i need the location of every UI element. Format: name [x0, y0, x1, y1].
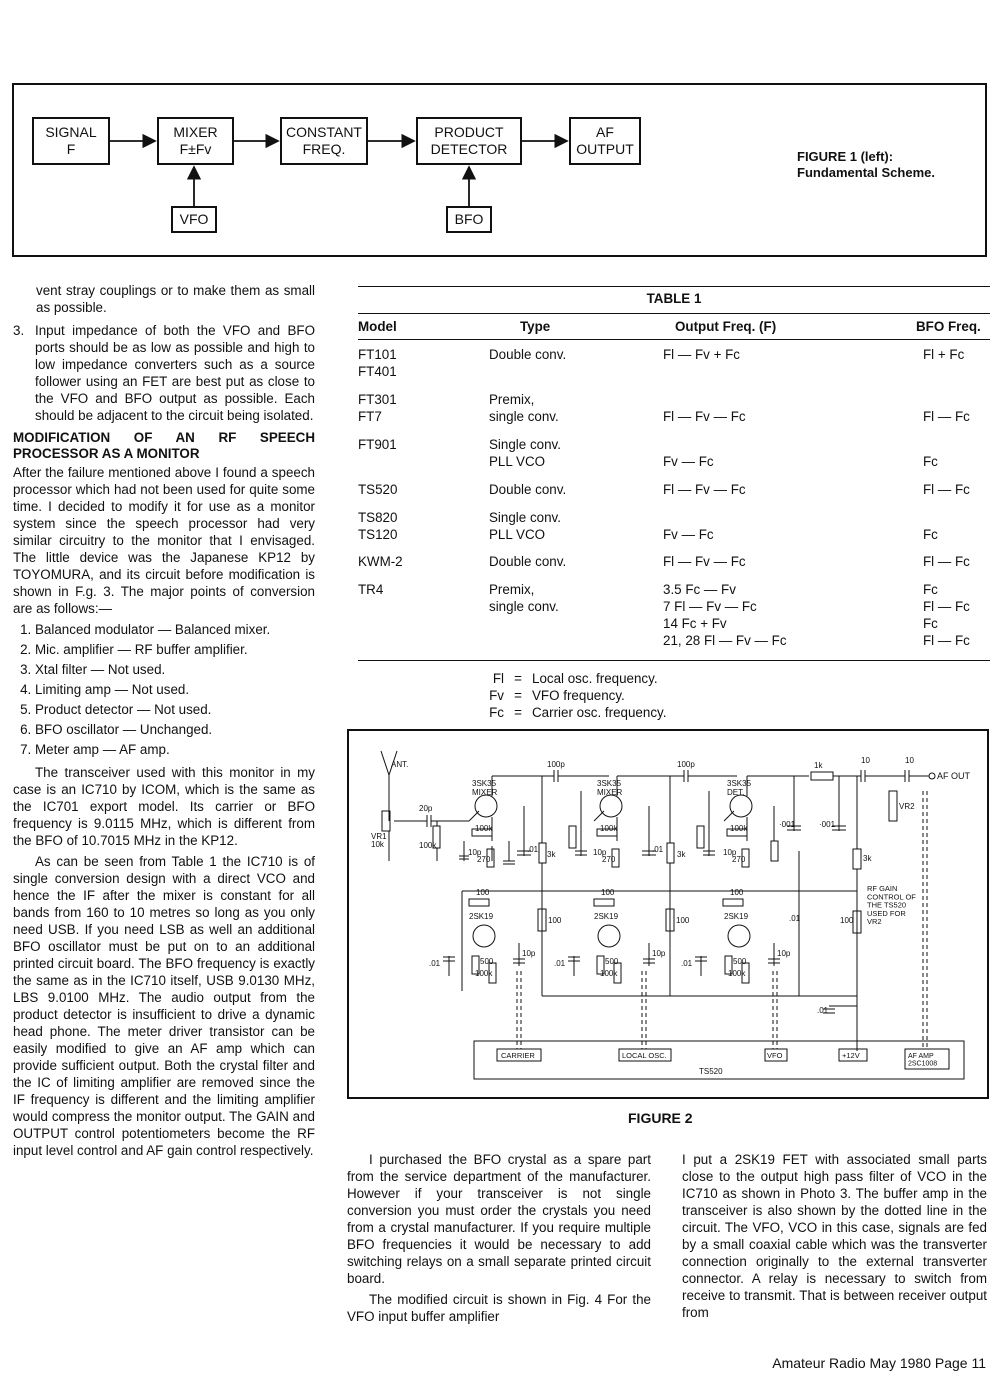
label-270-b: 270 [602, 855, 616, 864]
cell-output: Fl — Fv — Fc [663, 554, 746, 569]
label-mixer1: 3SK35 MIXER [472, 779, 498, 797]
label-01-g: .01 [817, 1006, 829, 1015]
col-header-type: Type [520, 319, 551, 334]
label-vr1: VR1 [371, 832, 387, 841]
legend-key: Fc [489, 705, 504, 720]
label-ts520: TS520 [699, 1067, 723, 1076]
paragraph: After the failure mentioned above I found a speech processor which had not been used for quite some time. I decided to modify it for use as a monitor system since the speech processor had very similar circuitry to the monitor that I envisaged. The little device was the Japanese KP12 by TOYOMURA, and its circuit before modification is shown in F.g. 3. The major points of conversion are as follows:— [13, 465, 315, 616]
list-item: 1. Balanced modulator — Balanced mixer. [35, 621, 315, 638]
cell-type: Single conv. PLL VCO [489, 510, 561, 542]
cell-model: TS820 TS120 [358, 510, 398, 542]
conversion-list [13, 621, 315, 758]
label-10p-d: 10p [522, 949, 536, 958]
cell-model: FT901 [358, 437, 397, 452]
list-item: 4. Limiting amp — Not used. [35, 681, 315, 698]
cell-model: KWM-2 [358, 554, 403, 569]
label-1k: 1k [814, 761, 823, 770]
left-column [13, 282, 315, 1163]
item-3-text: Input impedance of both the VFO and BFO ports should be as low as possible and high to low impedance converters such as a source follower using an FET are best put as close to the VFO and BFO output as possible. Each should be adjacent to the circuit being isolated. [35, 323, 315, 423]
label-270-a: 270 [477, 855, 491, 864]
antenna-symbol [381, 751, 397, 793]
schematic-drawing [349, 731, 987, 1097]
label-100k-b: 100k [600, 824, 618, 833]
table-title: TABLE 1 [646, 291, 702, 306]
label-100p-b: 100p [677, 760, 695, 769]
cell-bfo: Fc Fl — Fc Fc Fl — Fc [923, 582, 970, 648]
label-01-c: .01 [429, 959, 441, 968]
cell-type: Double conv. [489, 554, 567, 569]
figure-2-schematic [347, 729, 989, 1099]
label-20p: 20p [419, 804, 433, 813]
table-header-rule [358, 313, 990, 314]
cell-output: Fv — Fc [663, 527, 714, 542]
label-vfo: VFO [767, 1051, 783, 1060]
paragraph: As can be seen from Table 1 the IC710 is of single conversion design with a direct VCO and hence the IF after the mixer is constant for all bands from 160 to 10 metres so long as you only need USB. If you need LSB as well an additional BFO oscillator must be put on to an additional printed circuit board. The BFO frequency is exactly the same as in the IC710 itself, USB 9.0130 MHz, LBS 9.0100 MHz. The audio output from the product detector is insufficient to drive a dynamic head phone. The meter driver transistor can be easily modified to give an AF amp which can provide sufficient output. Both the crystal filter and the IC of limiting amplifier are removed since the IF frequency is different and the limiting amplifier would compress the monitor output. The GAIN and OUTPUT control potentiometers become the RF input level control and AF gain control respectively. [13, 854, 315, 1158]
label-500-c: 500 [733, 957, 747, 966]
label-10p-b: 10p [593, 848, 607, 857]
cell-model: TR4 [358, 582, 384, 597]
paragraph: I purchased the BFO crystal as a spare part from the service department of the manufacturer. However if your transceiver is not single conversion you must order the crystals you need from a crystal manufacturer. If you require multiple BFO frequencies it would be necessary to add switching relays on a small separate printed circuit board. [347, 1152, 651, 1286]
label-100-a: 100 [476, 888, 490, 897]
legend-value: Local osc. frequency. [532, 671, 658, 686]
label-vr1-val: 10k [371, 840, 384, 849]
label-500-b: 500 [605, 957, 619, 966]
bfo-block: BFO [446, 206, 492, 233]
label-100k-e: 100k [600, 969, 618, 978]
list-item: 2. Mic. amplifier — RF buffer amplifier. [35, 641, 315, 658]
label-det: 3SK35 DET. [727, 779, 752, 797]
label-100-f: 100 [840, 916, 854, 925]
col-header-bfo: BFO Freq. [916, 319, 981, 334]
table-top-rule [358, 286, 990, 287]
item-3-number: 3. [13, 323, 25, 338]
list-item: 6. BFO oscillator — Unchanged. [35, 721, 315, 738]
label-01-d: .01 [554, 959, 566, 968]
figure-1-caption-line2: Fundamental Scheme. [797, 165, 935, 180]
continuation-text: vent stray couplings or to make them as small as possible. [36, 283, 315, 315]
label-ant: ANT. [391, 760, 409, 769]
cell-bfo: Fc [923, 454, 938, 469]
vfo-block: VFO [171, 206, 217, 233]
label-local-osc: LOCAL OSC. [622, 1051, 667, 1060]
label-100k: 100k [419, 841, 437, 850]
cell-type: Single conv. PLL VCO [489, 437, 561, 469]
label-01-b: .01 [652, 845, 664, 854]
page-footer: Amateur Radio May 1980 Page 11 [772, 1355, 986, 1371]
label-2sk19-a: 2SK19 [469, 912, 494, 921]
cell-output: Fl — Fv + Fc [663, 347, 740, 362]
label-001-b: ·001 [819, 820, 836, 829]
cell-output: 3.5 Fc — Fv 7 Fl — Fv — Fc 14 Fc + Fv 21, 28 Fl — Fv — Fc [663, 582, 787, 648]
label-3k-c: 3k [863, 854, 872, 863]
cell-output: Fl — Fv — Fc [663, 482, 746, 497]
legend-row: Fl = Local osc. frequency. [480, 670, 666, 687]
section-heading: MODIFICATION OF AN RF SPEECH PROCESSOR AS A MONITOR [13, 430, 315, 461]
label-10p-a: 10p [468, 848, 482, 857]
label-100k-c: 100k [730, 824, 748, 833]
label-100k-f: 100k [728, 969, 746, 978]
constant-freq-block: CONSTANT FREQ. [280, 117, 368, 165]
list-item: 7. Meter amp — AF amp. [35, 741, 315, 758]
cell-bfo: Fl — Fc [923, 482, 970, 497]
label-10p-f: 10p [777, 949, 791, 958]
label-2sk19-b: 2SK19 [594, 912, 619, 921]
label-100-c: 100 [730, 888, 744, 897]
figure-1-caption-line1: FIGURE 1 (left): [797, 149, 894, 164]
cell-model: TS520 [358, 482, 398, 497]
legend-value: Carrier osc. frequency. [532, 705, 667, 720]
legend-row: Fv = VFO frequency. [480, 687, 666, 704]
list-item: 5. Product detector — Not used. [35, 701, 315, 718]
item-3 [13, 322, 315, 424]
paragraph: I put a 2SK19 FET with associated small parts close to the output high pass filter of VCO in the IC710 as shown in Photo 3. The buffer amp in the transceiver is also shown by the dotted line in the circuit. The VFO, VCO in this case, signals are fed by a small coaxial cable which was the transverter connection originally to the external transverter connector. A relay is necessary to switch from receive to transmit. That is between receiver output from [682, 1152, 987, 1320]
label-2sk19-c: 2SK19 [724, 912, 749, 921]
list-item: 3. Xtal filter — Not used. [35, 661, 315, 678]
mixer-block: MIXER F±Fv [157, 117, 234, 165]
col-header-output: Output Freq. (F) [675, 319, 777, 334]
label-vr2: VR2 [899, 802, 915, 811]
label-100p-a: 100p [547, 760, 565, 769]
legend-row: Fc = Carrier osc. frequency. [480, 704, 666, 721]
paragraph: The modified circuit is shown in Fig. 4 For the VFO input buffer amplifier [347, 1292, 651, 1324]
table-legend [480, 670, 666, 721]
label-01-e: .01 [681, 959, 693, 968]
table-bottom-rule [358, 660, 990, 661]
signal-block: SIGNAL F [32, 117, 110, 165]
legend-key: Fl [492, 671, 504, 686]
label-af-amp: AF AMP 2SC1008 [908, 1053, 938, 1068]
table-subheader-rule [358, 339, 990, 340]
cell-bfo: Fl — Fc [923, 409, 970, 424]
figure-1-caption [797, 149, 935, 181]
cell-output: Fv — Fc [663, 454, 714, 469]
label-100k-d: 100k [475, 969, 493, 978]
label-rf-gain: RF GAIN CONTROL OF THE TS520 USED FOR VR2 [867, 884, 916, 926]
cell-bfo: Fl — Fc [923, 554, 970, 569]
cell-type: Double conv. [489, 347, 567, 362]
cell-type: Premix, single conv. [489, 392, 559, 424]
label-10p-c: 10p [723, 848, 737, 857]
middle-column [347, 1151, 651, 1329]
label-3k-b: 3k [677, 850, 686, 859]
cell-type: Double conv. [489, 482, 567, 497]
label-100k-a: 100k [475, 824, 493, 833]
label-12v: +12V [842, 1051, 860, 1060]
paragraph: The transceiver used with this monitor in my case is an IC710 by ICOM, which is the same as the IC701 export model. Its carrier or BFO frequency is 9.0115 MHz, which is different from the BFO of 10.7015 MHz in the KP12. [13, 765, 315, 848]
right-column [682, 1151, 987, 1325]
label-carrier: CARRIER [501, 1051, 535, 1060]
label-10p-e: 10p [652, 949, 666, 958]
label-10-a: 10 [861, 756, 870, 765]
legend-value: VFO frequency. [532, 688, 625, 703]
label-01-a: .01 [527, 845, 539, 854]
cell-bfo: Fc [923, 527, 938, 542]
figure-1-block-diagram [12, 83, 987, 257]
product-detector-block: PRODUCT DETECTOR [416, 117, 522, 165]
label-10-b: 10 [905, 756, 914, 765]
label-01-f: .01 [789, 914, 801, 923]
table-1 [358, 284, 990, 664]
col-header-model: Model [358, 319, 397, 334]
label-100-d: 100 [548, 916, 562, 925]
figure-2-caption: FIGURE 2 [628, 1110, 693, 1126]
label-001-a: ·001 [779, 820, 796, 829]
af-output-block: AF OUTPUT [569, 117, 641, 165]
cell-model: FT101 FT401 [358, 347, 397, 379]
cell-bfo: Fl + Fc [923, 347, 965, 362]
label-100-b: 100 [601, 888, 615, 897]
label-100-e: 100 [676, 916, 690, 925]
label-3k-a: 3k [547, 850, 556, 859]
cell-model: FT301 FT7 [358, 392, 397, 424]
legend-key: Fv [489, 688, 504, 703]
cell-type: Premix, single conv. [489, 582, 559, 614]
label-500-a: 500 [480, 957, 494, 966]
label-af-out: AF OUT [937, 771, 970, 781]
label-270-c: 270 [732, 855, 746, 864]
label-mixer2: 3SK35 MIXER [597, 779, 623, 797]
cell-output: Fl — Fv — Fc [663, 409, 746, 424]
